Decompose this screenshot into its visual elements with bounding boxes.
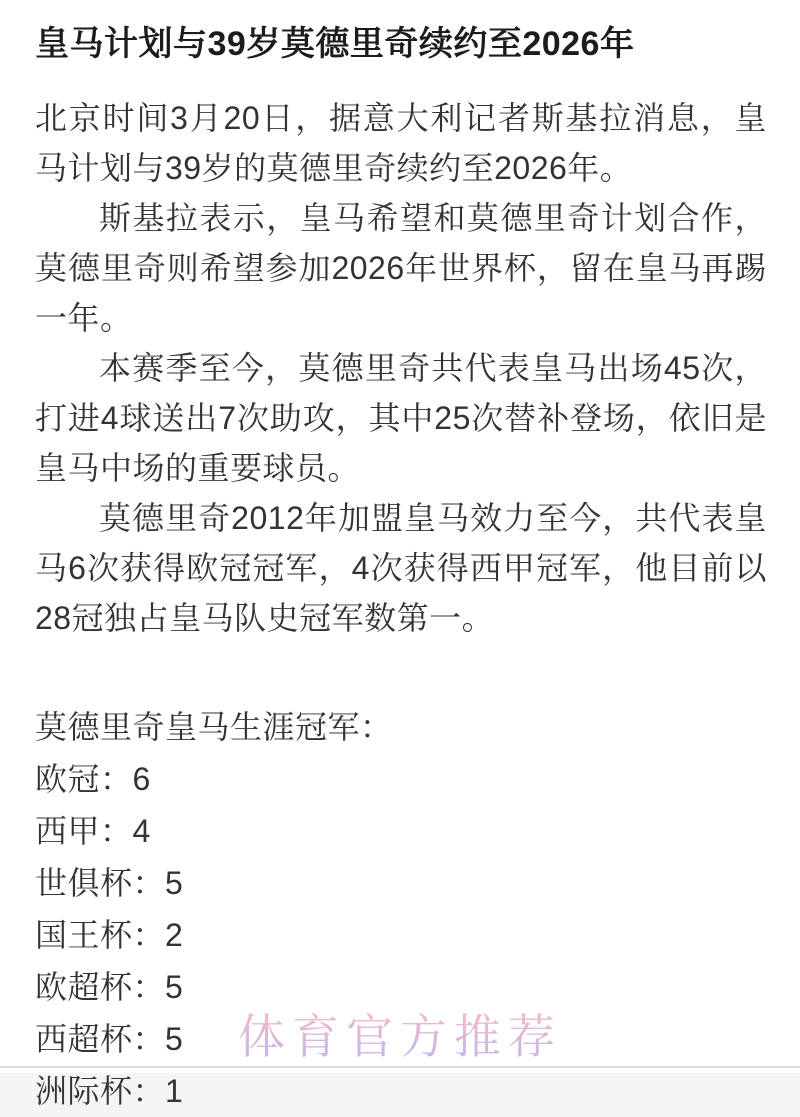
- trophy-value: 5: [165, 1021, 184, 1057]
- article-paragraph: 斯基拉表示，皇马希望和莫德里奇计划合作，莫德里奇则希望参加2026年世界杯，留在皇马再踢一年。: [35, 200, 767, 336]
- trophy-item: [35, 805, 767, 857]
- trophy-value: 1: [165, 1073, 184, 1109]
- trophy-separator: ：: [132, 917, 166, 953]
- trophy-item: [35, 857, 767, 909]
- trophy-separator: ：: [100, 813, 133, 849]
- trophy-label: 欧超杯: [35, 969, 133, 1005]
- trophy-separator: ：: [100, 761, 133, 797]
- trophy-label: 国王杯: [35, 917, 133, 953]
- watermark-text: 体育官方推荐: [238, 1000, 562, 1067]
- trophy-label: 欧冠: [35, 761, 101, 797]
- trophy-label: 世俱杯: [35, 865, 133, 901]
- article-paragraph: 北京时间3月20日，据意大利记者斯基拉消息，皇马计划与39岁的莫德里奇续约至2026年。: [35, 100, 767, 186]
- article-paragraph: 本赛季至今，莫德里奇共代表皇马出场45次，打进4球送出7次助攻，其中25次替补登场，依旧是皇马中场的重要球员。: [35, 350, 767, 486]
- trophy-value: 6: [132, 761, 151, 797]
- trophy-item: [35, 753, 767, 805]
- trophy-label: 西甲: [35, 813, 101, 849]
- trophy-separator: ：: [132, 1073, 166, 1109]
- trophy-item: [35, 1013, 767, 1065]
- trophy-separator: ：: [132, 969, 166, 1005]
- article-paragraph: 莫德里奇2012年加盟皇马效力至今，共代表皇马6次获得欧冠冠军，4次获得西甲冠军，他目前以28冠独占皇马队史冠军数第一。: [35, 500, 767, 636]
- trophy-list-header: 莫德里奇皇马生涯冠军：: [35, 709, 393, 745]
- trophy-value: 5: [165, 865, 184, 901]
- trophy-value: 2: [165, 917, 184, 953]
- trophy-value: 4: [132, 813, 151, 849]
- trophy-label: 西超杯: [35, 1021, 133, 1057]
- trophy-item: [35, 909, 767, 961]
- trophy-value: 5: [165, 969, 184, 1005]
- trophy-list: [35, 701, 767, 1117]
- trophy-separator: ：: [132, 865, 166, 901]
- trophy-separator: ：: [132, 1021, 166, 1057]
- trophy-item: [35, 961, 767, 1013]
- trophy-label: 洲际杯: [35, 1073, 133, 1109]
- bottom-divider: [0, 1066, 800, 1068]
- article-title: 皇马计划与39岁莫德里奇续约至2026年: [35, 25, 635, 63]
- trophy-item: [35, 1065, 767, 1117]
